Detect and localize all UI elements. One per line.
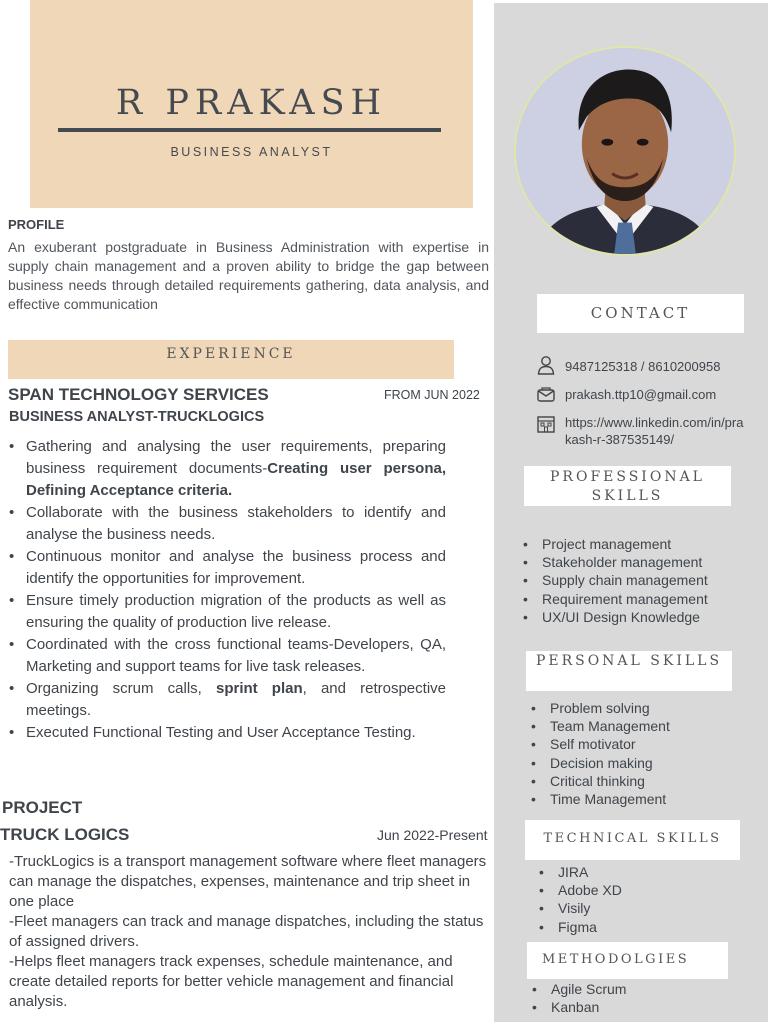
professional-skills-list: [518, 535, 708, 626]
list-item: • Coordinated with the cross functional teams-Developers, QA, Marketing and support teams for live task releases.: [8, 634, 446, 678]
candidate-role: BUSINESS ANALYST: [170, 145, 333, 159]
list-item: • Problem solving: [526, 699, 670, 717]
experience-heading: EXPERIENCE: [8, 340, 454, 379]
job-title: BUSINESS ANALYST-TRUCKLOGICS: [9, 409, 265, 425]
mail-icon: [536, 385, 558, 407]
name-header: [30, 0, 473, 208]
project-period: Jun 2022-Present: [377, 827, 488, 843]
project-line: -Fleet managers can track and manage dispatches, including the status of assigned drivers.: [9, 913, 484, 950]
list-item: • UX/UI Design Knowledge: [518, 608, 708, 626]
contact-heading: CONTACT: [537, 294, 744, 333]
list-item: • Ensure timely production migration of the products as well as ensuring the quality of production live release.: [8, 590, 446, 634]
list-item: • Stakeholder management: [518, 553, 708, 571]
list-item: • JIRA: [534, 863, 622, 881]
project-name: TRUCK LOGICS: [0, 825, 130, 844]
methodologies-list: [527, 980, 626, 1016]
contact-linkedin[interactable]: [536, 414, 746, 448]
candidate-name: R PRAKASH: [115, 83, 388, 123]
profile-heading: PROFILE: [8, 217, 65, 232]
list-item: • Kanban: [527, 998, 626, 1016]
list-item: • Agile Scrum: [527, 980, 626, 998]
list-item: • Continuous monitor and analyse the business process and identify the opportunities for improvement.: [8, 546, 446, 590]
list-item: • Visily: [534, 899, 622, 917]
phone-text: 9487125318 / 8610200958: [565, 359, 721, 374]
methodologies-heading: METHODOLGIES: [527, 942, 728, 979]
contact-email[interactable]: [536, 385, 716, 407]
list-item: • Decision making: [526, 754, 670, 772]
project-description: [9, 852, 494, 1012]
technical-skills-list: [534, 863, 622, 936]
list-item: • Time Management: [526, 790, 670, 808]
project-line: -TruckLogics is a transport management software where fleet managers can manage the dispatches, expenses, maintenance and trip sheet in one place: [9, 853, 487, 910]
personal-skills-heading: PERSONAL SKILLS: [526, 651, 732, 691]
name-divider: [58, 128, 441, 132]
personal-skills-list: [526, 699, 670, 808]
list-item: • Critical thinking: [526, 772, 670, 790]
experience-list: [8, 436, 446, 744]
list-item: • Collaborate with the business stakeholders to identify and analyse the business needs.: [8, 502, 446, 546]
list-item: • Project management: [518, 535, 708, 553]
experience-period: FROM JUN 2022: [384, 388, 480, 402]
list-item: • Organizing scrum calls, sprint plan, and retrospective meetings.: [8, 678, 446, 722]
building-icon: [536, 414, 558, 436]
list-item: • Self motivator: [526, 735, 670, 753]
technical-skills-heading: TECHNICAL SKILLS: [525, 820, 740, 860]
professional-skills-heading: PROFESSIONAL SKILLS: [524, 466, 731, 506]
project-line: -Helps fleet managers track expenses, schedule maintenance, and create detailed reports for better vehicle management and financial analysis.: [9, 953, 454, 1010]
person-icon: [536, 355, 558, 377]
list-item: • Adobe XD: [534, 881, 622, 899]
list-item: • Gathering and analysing the user requirements, preparing business requirement documents-Creating user persona, Defining Acceptance criteria.: [8, 436, 446, 502]
list-item: • Requirement management: [518, 590, 708, 608]
profile-photo: [514, 46, 736, 256]
company-name: SPAN TECHNOLOGY SERVICES: [8, 385, 269, 404]
profile-text: An exuberant postgraduate in Business Administration with expertise in supply chain management and a proven ability to bridge the gap between business needs through detailed requirements gathering, data analysis, and effective communication: [8, 239, 489, 312]
email-text[interactable]: prakash.ttp10@gmail.com: [565, 387, 717, 402]
project-heading: PROJECT: [2, 798, 83, 817]
linkedin-link[interactable]: https://www.linkedin.com/in/prakash-r-387535149/: [565, 415, 744, 447]
list-item: • Team Management: [526, 717, 670, 735]
contact-phone: [536, 355, 720, 377]
list-item: • Executed Functional Testing and User Acceptance Testing.: [8, 722, 446, 744]
list-item: • Supply chain management: [518, 571, 708, 589]
list-item: • Figma: [534, 918, 622, 936]
